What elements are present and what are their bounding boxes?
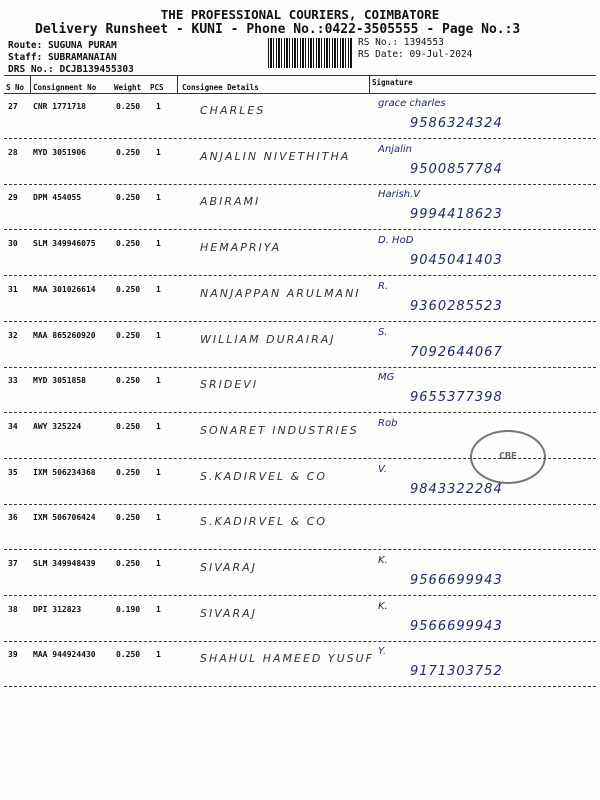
- row-consignment: MAA 865260920: [33, 331, 96, 340]
- row-consignee: SIVARAJ: [200, 607, 257, 620]
- row-sno: 27: [8, 102, 18, 111]
- row-consignment: MAA 944924430: [33, 650, 96, 659]
- row-weight: 0.250: [116, 148, 141, 157]
- row-divider: [4, 595, 596, 596]
- row-consignee: SONARET INDUSTRIES: [200, 424, 359, 437]
- row-sno: 37: [8, 559, 18, 568]
- row-weight: 0.190: [116, 605, 141, 614]
- row-consignment: MYD 3051906: [33, 148, 86, 157]
- row-divider: [4, 321, 596, 322]
- row-signature: D. HoD: [378, 235, 414, 246]
- header-top-rule: [4, 75, 596, 76]
- row-pcs: 1: [156, 239, 161, 248]
- row-phone: 9045041403: [410, 253, 503, 268]
- row-pcs: 1: [156, 102, 161, 111]
- row-signature: Harish.V: [378, 189, 421, 200]
- row-pcs: 1: [156, 422, 161, 431]
- row-consignment: MYD 3051858: [33, 376, 86, 385]
- route-label: Route: SUGUNA PURAM: [8, 40, 117, 51]
- row-pcs: 1: [156, 513, 161, 522]
- company-stamp: CBE: [470, 430, 546, 484]
- row-pcs: 1: [156, 650, 161, 659]
- row-weight: 0.250: [116, 376, 141, 385]
- row-sno: 30: [8, 239, 18, 248]
- row-consignee: HEMAPRIYA: [200, 241, 282, 254]
- row-weight: 0.250: [116, 559, 141, 568]
- row-signature: Rob: [378, 418, 398, 429]
- company-title: THE PROFESSIONAL COURIERS, COIMBATORE: [160, 7, 440, 22]
- row-pcs: 1: [156, 331, 161, 340]
- row-pcs: 1: [156, 468, 161, 477]
- runsheet-title: Delivery Runsheet - KUNI - Phone No.:0422-3505555 - Page No.:3: [35, 22, 521, 37]
- row-sno: 35: [8, 468, 18, 477]
- row-pcs: 1: [156, 559, 161, 568]
- row-pcs: 1: [156, 376, 161, 385]
- row-signature: grace charles: [378, 98, 446, 109]
- row-signature: K.: [378, 555, 388, 566]
- row-divider: [4, 184, 596, 185]
- row-sno: 39: [8, 650, 18, 659]
- row-consignment: MAA 301026614: [33, 285, 96, 294]
- row-divider: [4, 641, 596, 642]
- row-phone: 9500857784: [410, 162, 503, 177]
- row-consignment: SLM 349946075: [33, 239, 96, 248]
- row-signature: MG: [378, 372, 395, 383]
- row-sno: 33: [8, 376, 18, 385]
- row-sno: 28: [8, 148, 18, 157]
- rs-date: RS Date: 09-Jul-2024: [358, 49, 473, 60]
- row-phone: 9566699943: [410, 619, 503, 634]
- staff-label: Staff: SUBRAMANAIAN: [8, 52, 117, 63]
- drs-number: DRS No.: DCJB139455303: [8, 64, 134, 75]
- row-phone: 9586324324: [410, 116, 503, 131]
- row-weight: 0.250: [116, 285, 141, 294]
- row-consignee: NANJAPPAN ARULMANI: [200, 287, 361, 300]
- row-divider: [4, 275, 596, 276]
- row-divider: [4, 412, 596, 413]
- row-sno: 29: [8, 193, 18, 202]
- col-pcs: PCS: [150, 83, 164, 92]
- row-weight: 0.250: [116, 102, 141, 111]
- row-consignee: S.KADIRVEL & CO: [200, 470, 328, 483]
- row-consignment: IXM 506706424: [33, 513, 96, 522]
- row-consignee: ANJALIN NIVETHITHA: [200, 150, 351, 163]
- col-divider: [30, 76, 31, 93]
- row-consignee: WILLIAM DURAIRAJ: [200, 333, 336, 346]
- row-signature: V.: [378, 464, 387, 475]
- row-weight: 0.250: [116, 193, 141, 202]
- row-signature: S.: [378, 327, 388, 338]
- row-signature: R.: [378, 281, 389, 292]
- row-weight: 0.250: [116, 331, 141, 340]
- row-phone: 9360285523: [410, 299, 503, 314]
- row-consignee: S.KADIRVEL & CO: [200, 515, 328, 528]
- row-weight: 0.250: [116, 422, 141, 431]
- row-consignee: CHARLES: [200, 104, 266, 117]
- row-divider: [4, 686, 596, 687]
- row-consignee: SRIDEVI: [200, 378, 259, 391]
- row-consignee: SIVARAJ: [200, 561, 257, 574]
- col-consignee: Consignee Details: [182, 83, 259, 92]
- row-consignee: ABIRAMI: [200, 195, 261, 208]
- row-consignment: DPI 312823: [33, 605, 82, 614]
- col-sno: S No: [6, 83, 25, 92]
- row-pcs: 1: [156, 148, 161, 157]
- row-signature: Y.: [378, 646, 386, 657]
- row-sno: 32: [8, 331, 18, 340]
- row-pcs: 1: [156, 285, 161, 294]
- col-signature: Signature: [372, 78, 413, 87]
- row-phone: 9171303752: [410, 664, 503, 679]
- row-divider: [4, 504, 596, 505]
- row-sno: 38: [8, 605, 18, 614]
- row-consignment: SLM 349948439: [33, 559, 96, 568]
- row-pcs: 1: [156, 605, 161, 614]
- row-consignment: CNR 1771718: [33, 102, 86, 111]
- row-weight: 0.250: [116, 650, 141, 659]
- barcode: [268, 38, 352, 68]
- row-divider: [4, 367, 596, 368]
- row-divider: [4, 549, 596, 550]
- row-phone: 9655377398: [410, 390, 503, 405]
- rs-number: RS No.: 1394553: [358, 37, 444, 48]
- row-consignee: SHAHUL HAMEED YUSUF: [200, 652, 375, 665]
- row-phone: 9843322284: [410, 482, 503, 497]
- col-consignment: Consignment No: [33, 83, 97, 92]
- col-divider: [177, 76, 178, 93]
- col-divider: [369, 76, 370, 93]
- row-divider: [4, 138, 596, 139]
- row-phone: 9994418623: [410, 207, 503, 222]
- row-consignment: AWY 325224: [33, 422, 82, 431]
- row-divider: [4, 229, 596, 230]
- col-weight: Weight: [114, 83, 142, 92]
- row-signature: Anjalin: [378, 144, 412, 155]
- row-consignment: IXM 506234368: [33, 468, 96, 477]
- row-sno: 36: [8, 513, 18, 522]
- row-signature: K.: [378, 601, 388, 612]
- row-sno: 31: [8, 285, 18, 294]
- row-weight: 0.250: [116, 239, 141, 248]
- header-bottom-rule: [4, 93, 596, 94]
- row-sno: 34: [8, 422, 18, 431]
- row-weight: 0.250: [116, 468, 141, 477]
- row-pcs: 1: [156, 193, 161, 202]
- row-phone: 7092644067: [410, 345, 503, 360]
- row-phone: 9566699943: [410, 573, 503, 588]
- row-consignment: DPM 454055: [33, 193, 82, 202]
- row-weight: 0.250: [116, 513, 141, 522]
